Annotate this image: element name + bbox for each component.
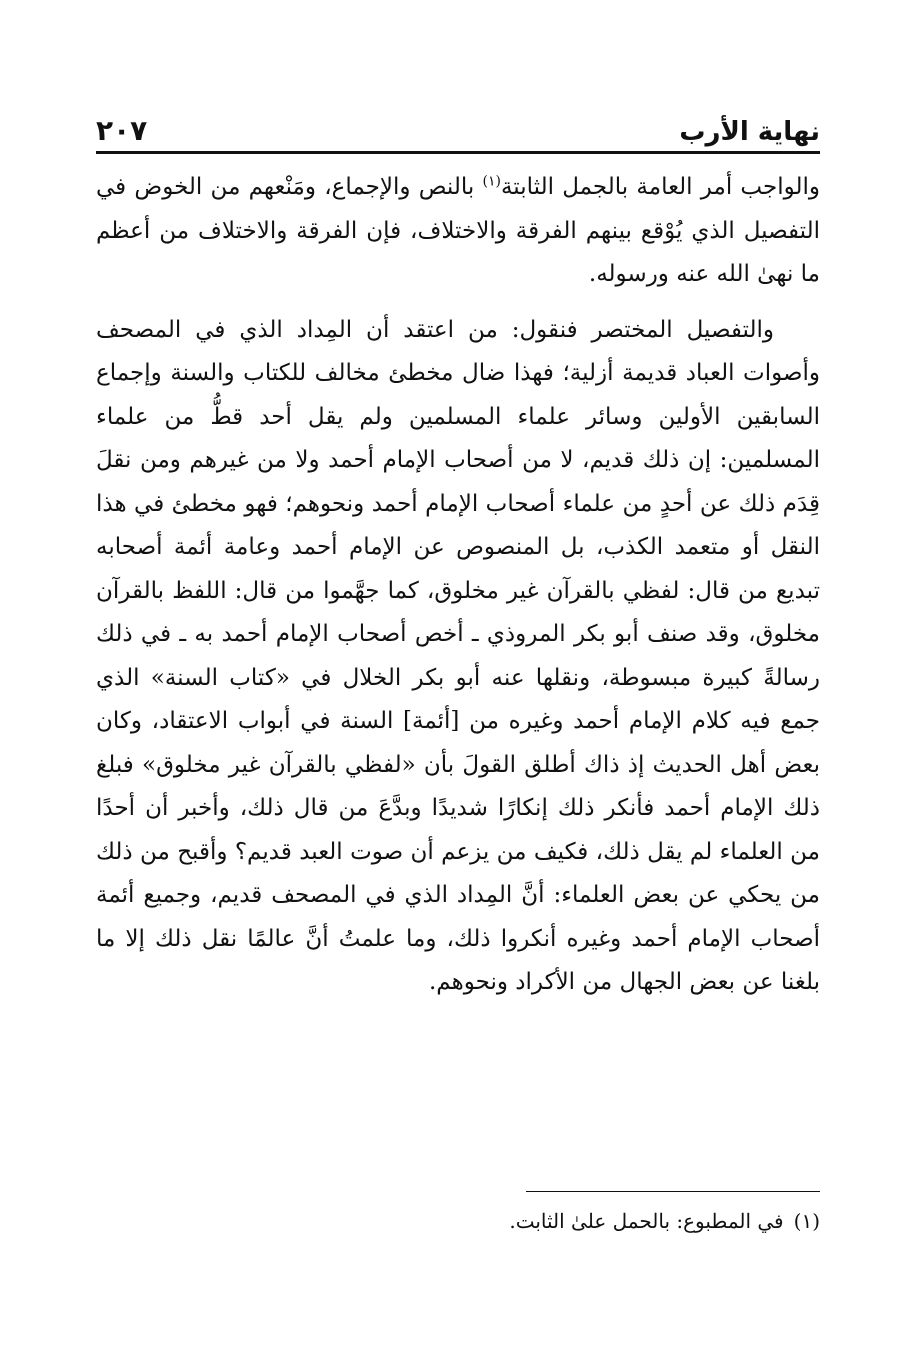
- footnote-reference: (١): [482, 173, 501, 190]
- paragraph-1-start: والواجب أمر العامة بالجمل الثابتة: [500, 174, 821, 200]
- page-header: [96, 108, 820, 154]
- paragraph-1-end: بالنص والإجماع، ومَنْعهم من الخوض في التفصيل الذي يُوْقع بينهم الفرقة والاختلاف، فإن الفرقة والاختلاف من أعظم ما نهىٰ الله عنه ورسوله.: [96, 174, 820, 287]
- paragraph-1: [96, 166, 820, 297]
- footnote-divider: [526, 1191, 820, 1192]
- footnote-text: في المطبوع: بالحمل علىٰ الثابت.: [509, 1209, 784, 1233]
- paragraph-2: والتفصيل المختصر فنقول: من اعتقد أن المِداد الذي في المصحف وأصوات العباد قديمة أزلية؛ فهذا ضال مخطئ مخالف للكتاب والسنة وإجماع السابقين الأولين وسائر علماء المسلمين ولم يقل أحد قطُّ من علماء المسلمين: إن ذلك قديم، لا من أصحاب الإمام أحمد ولا من غيرهم ومن نقلَ قِدَم ذلك عن أحدٍ من علماء أصحاب الإمام أحمد ونحوهم؛ فهو مخطئ في هذا النقل أو متعمد الكذب، بل المنصوص عن الإمام أحمد وعامة أئمة أصحابه تبديع من قال: لفظي بالقرآن غير مخلوق، كما جهَّموا من قال: اللفظ بالقرآن مخلوق، وقد صنف أبو بكر المروذي ـ أخص أصحاب الإمام أحمد به ـ في ذلك رسالةً كبيرة مبسوطة، ونقلها عنه أبو بكر الخلال في «كتاب السنة» الذي جمع فيه كلام الإمام أحمد وغيره من [أئمة] السنة في أبواب الاعتقاد، وكان بعض أهل الحديث إذ ذاك أطلق القولَ بأن «لفظي بالقرآن غير مخلوق» فبلغ ذلك الإمام أحمد فأنكر ذلك إنكارًا شديدًا وبدَّعَ من قال ذلك، وأخبر أن أحدًا من العلماء لم يقل ذلك، فكيف من يزعم أن صوت العبد قديم؟ وأقبح من ذلك من يحكي عن بعض العلماء: أنَّ المِداد الذي في المصحف قديم، وجميع أئمة أصحاب الإمام أحمد وغيره أنكروا ذلك، وما علمتُ أنَّ عالمًا نقل ذلك إلا ما بلغنا عن بعض الجهال من الأكراد ونحوهم.: [96, 316, 820, 995]
- running-title: نهاية الأرب: [679, 117, 820, 147]
- body-text: [96, 166, 820, 1005]
- page-number: ٢٠٧: [96, 114, 148, 147]
- footnote: [96, 1206, 820, 1236]
- footnote-marker: (١): [793, 1209, 820, 1233]
